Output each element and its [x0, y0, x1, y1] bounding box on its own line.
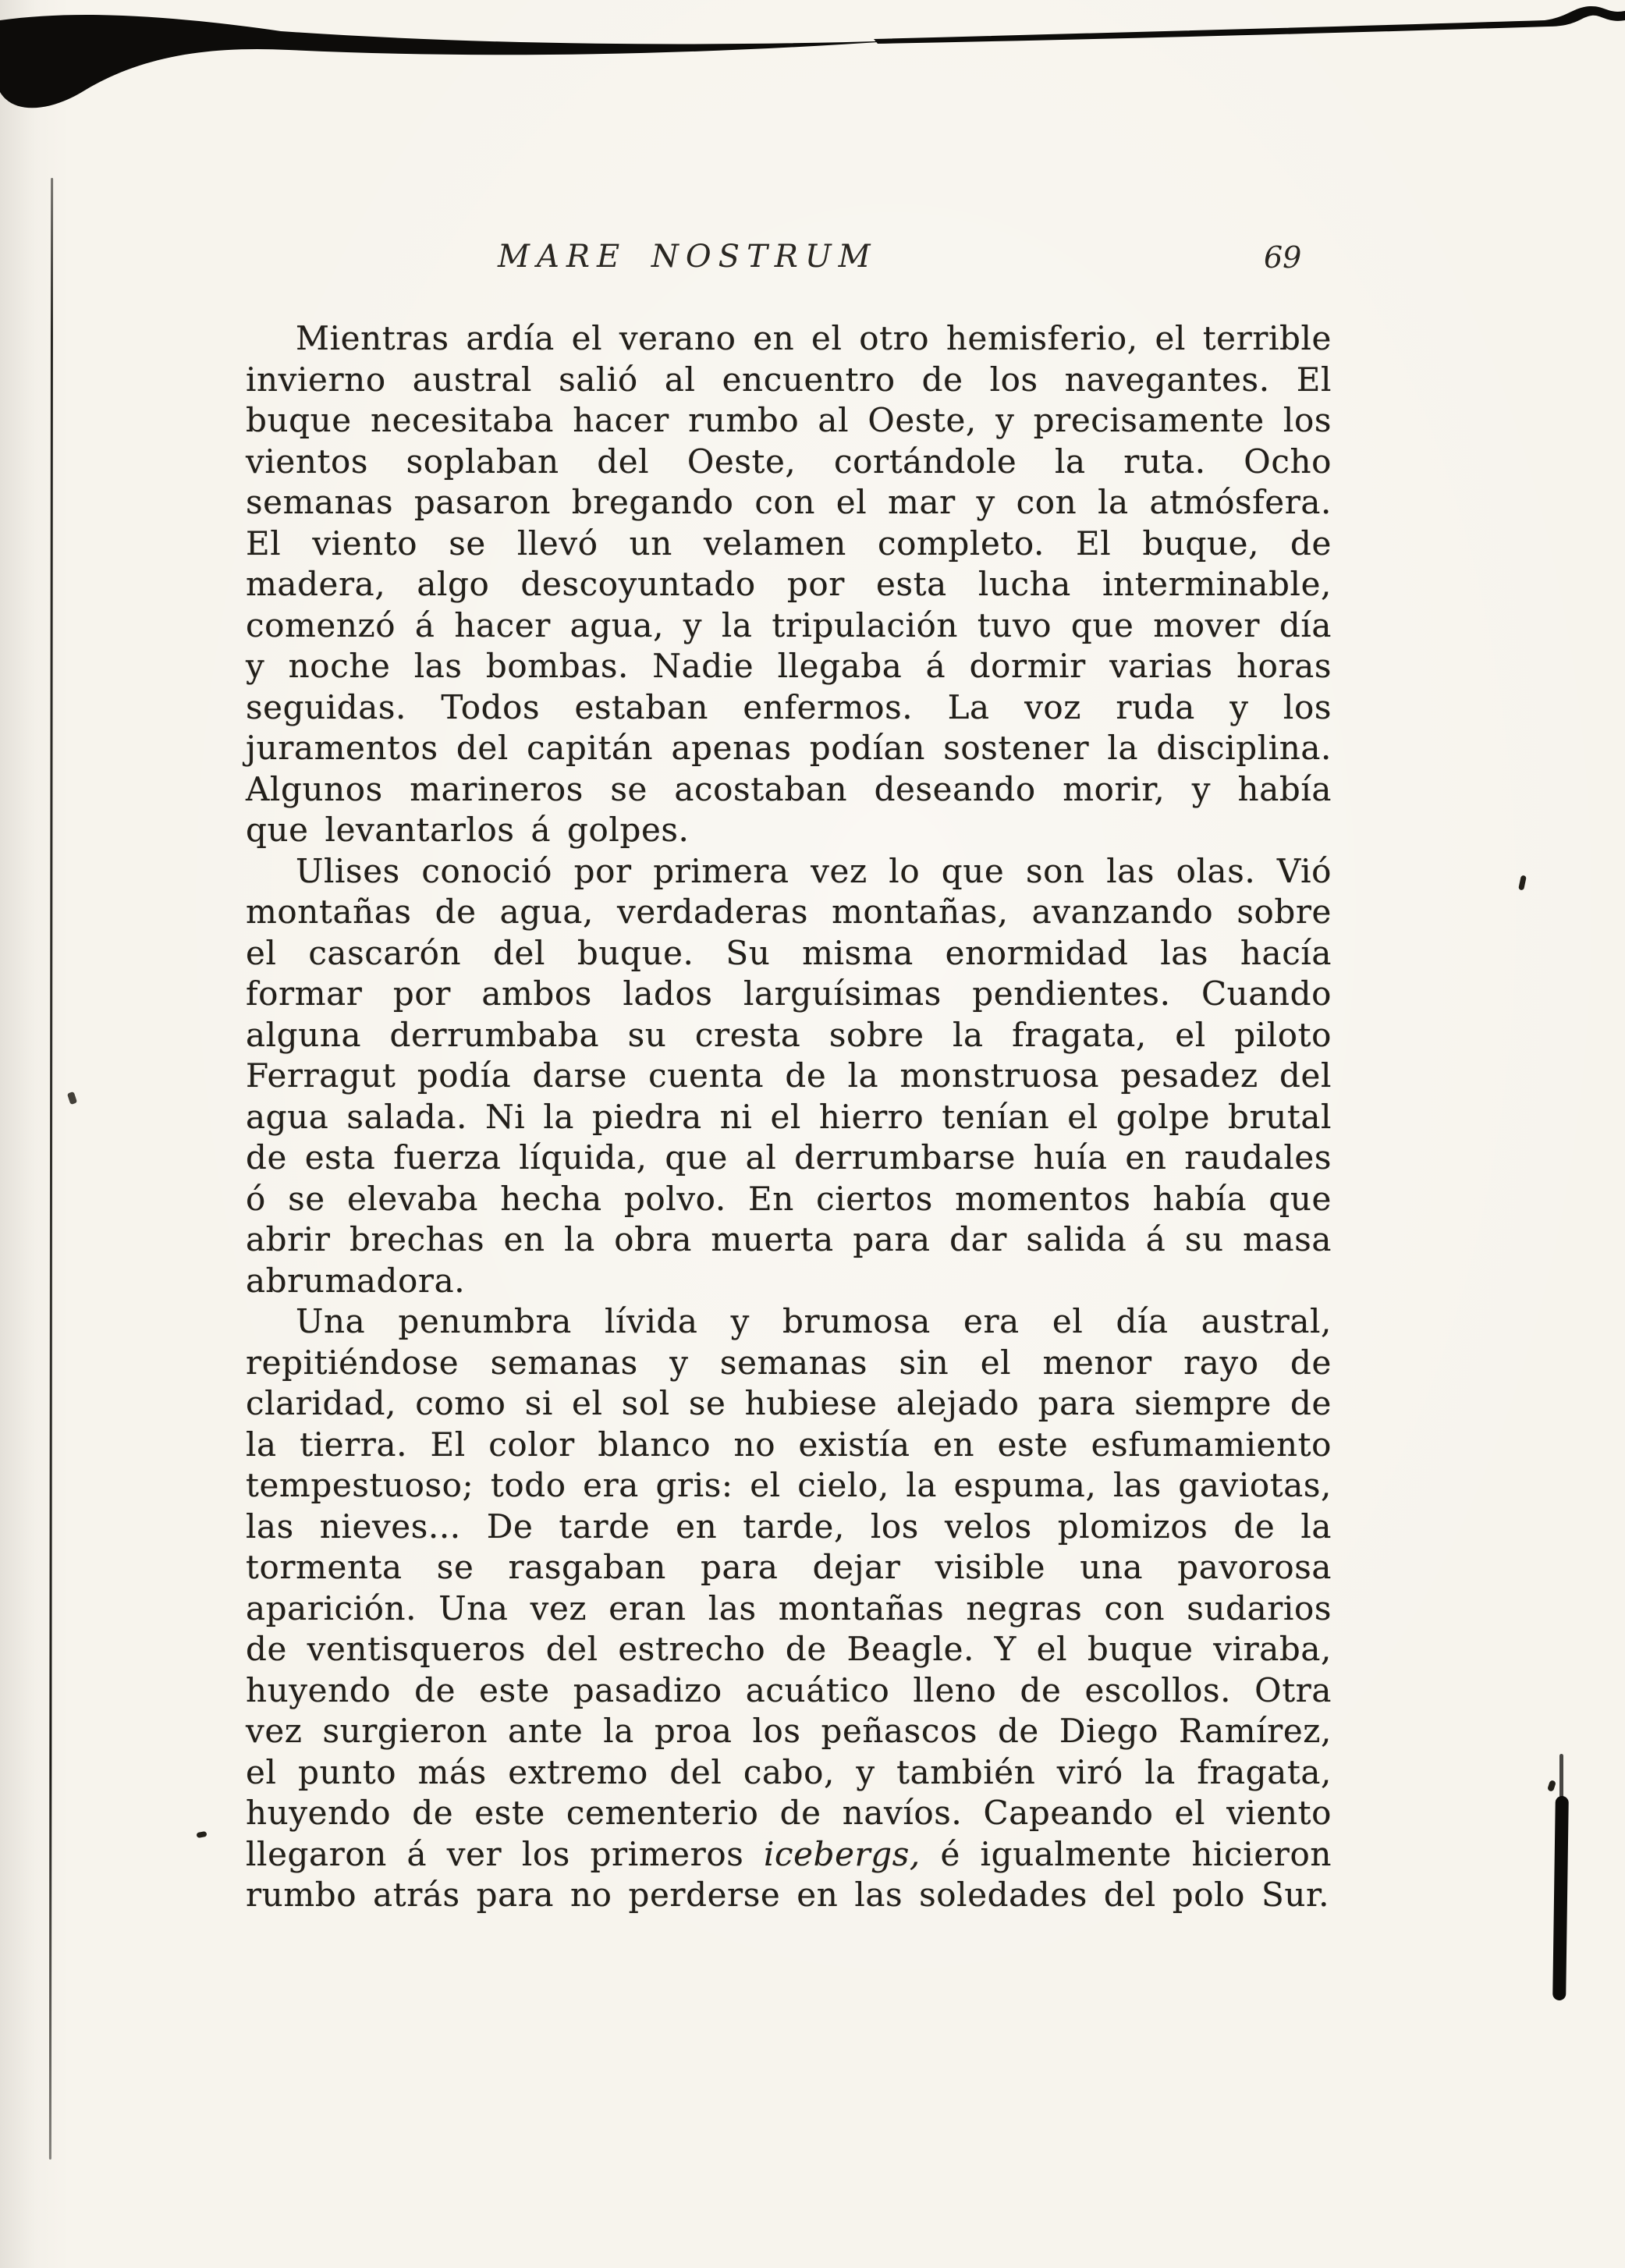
scan-artifact-top-edge: [0, 0, 1625, 133]
scan-speck-right-edge: [1547, 1780, 1556, 1792]
paragraph: [246, 1301, 1332, 1916]
text-run: Una penumbra lívida y brumosa era el día austral, repitiéndose semanas y semanas sin el menor rayo de claridad, como si el sol se hubiese alejado para siempre de la tierra. El color blanco no existía en este esfumamiento tempestuoso; todo era gris: el cielo, la espuma, las gaviotas, las nieves... De tarde en tarde, los velos plomizos de la tormenta se rasgaban para dejar visible una pavorosa aparición. Una vez eran las montañas negras con sudarios de ventisqueros del estrecho de Beagle. Y el buque viraba, huyendo de este pasadizo acuático lleno de escollos. Otra vez surgieron ante la proa los peñascos de Diego Ramírez, el punto más extremo del cabo, y también viró la fragata, huyendo de este cementerio de navíos. Capeando el viento llegaron á ver los primeros: [246, 1302, 1332, 1873]
running-title: MARE NOSTRUM: [498, 239, 878, 275]
text-run: Mientras ardía el verano en el otro hemisferio, el terrible invierno austral salió al encuentro de los navegantes. El buque necesitaba hacer rumbo al Oeste, y precisamente los vientos soplaban del Oeste, cortándole la ruta. Ocho semanas pasaron bregando con el mar y con la atmósfera. El viento se llevó un velamen completo. El buque, de madera, algo descoyuntado por esta lucha interminable, comenzó á hacer agua, y la tripulación tuvo que mover día y noche las bombas. Nadie llegaba á dormir varias horas seguidas. Todos estaban enfermos. La voz ruda y los juramentos del capitán apenas podían sostener la disciplina. Algunos marineros se acostaban deseando morir, y había que levantarlos á golpes.: [246, 319, 1332, 849]
scan-artifact-left-rule: [49, 178, 53, 2160]
paragraph: [246, 851, 1332, 1302]
page-number: 69: [1264, 240, 1302, 275]
text-run: é igualmente hicieron rumbo atrás para no perderse en las soledades del polo Sur.: [246, 1834, 1332, 1914]
text-run: Ulises conoció por primera vez lo que son las olas. Vió montañas de agua, verdaderas montañas, avanzando sobre el cascarón del buque. Su misma enormidad las hacía formar por ambos lados larguísimas pendientes. Cuando alguna derrumbaba su cresta sobre la fragata, el piloto Ferragut podía darse cuenta de la monstruosa pesadez del agua salada. Ni la piedra ni el hierro tenían el golpe brutal de esta fuerza líquida, que al derrumbarse huía en raudales ó se elevaba hecha polvo. En ciertos momentos había que abrir brechas en la obra muerta para dar salida á su masa abrumadora.: [246, 851, 1332, 1300]
scan-speck-left-margin: [196, 1831, 207, 1838]
paragraph: [246, 318, 1332, 851]
scan-artifact-right-bar: [1552, 1796, 1569, 2000]
italic-text-run: icebergs,: [764, 1834, 921, 1873]
scan-artifact-right-bar-tail: [1559, 1754, 1563, 1801]
scan-speck-right-margin: [1518, 875, 1527, 890]
body-text-column: [246, 318, 1332, 1916]
scan-speck-left-edge: [67, 1091, 77, 1105]
